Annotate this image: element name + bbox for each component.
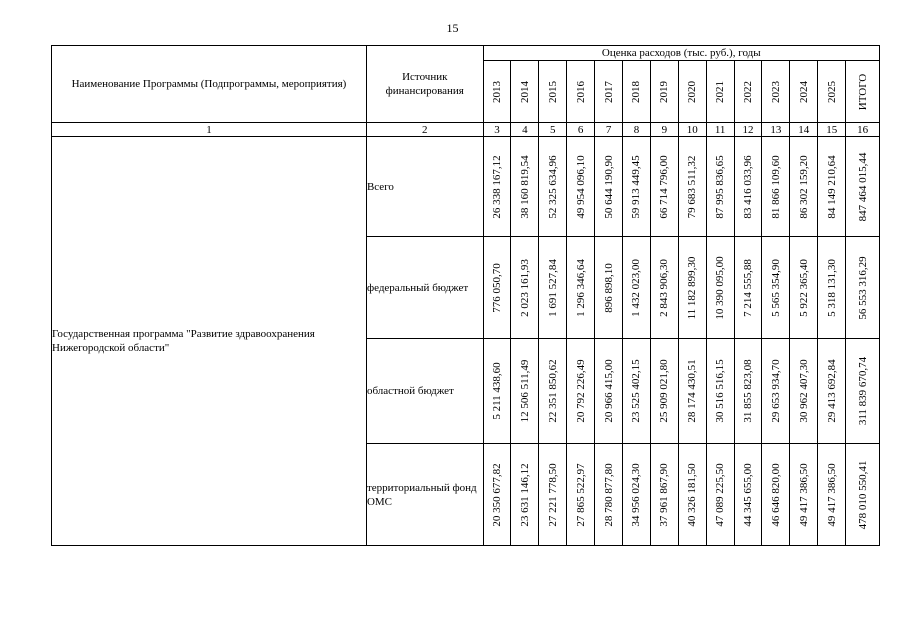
value-cell-text: 30 962 407,30 bbox=[797, 359, 810, 423]
value-cell-text: 87 995 836,65 bbox=[714, 154, 727, 219]
value-cell bbox=[539, 444, 567, 546]
value-cell bbox=[595, 444, 623, 546]
year-header-2014 bbox=[511, 61, 539, 123]
year-header-2022 bbox=[734, 61, 762, 123]
value-cell-text: 29 653 934,70 bbox=[769, 359, 782, 423]
year-header-2025-text: 2025 bbox=[825, 80, 838, 103]
table-row bbox=[52, 137, 880, 237]
value-cell-text: 83 416 033,96 bbox=[742, 154, 755, 219]
value-cell bbox=[595, 339, 623, 444]
value-cell bbox=[650, 237, 678, 339]
value-cell-text: 12 506 511,49 bbox=[518, 359, 531, 423]
column-number: 13 bbox=[762, 123, 790, 137]
total-cell-text: 311 839 670,74 bbox=[856, 356, 869, 426]
value-cell-text: 49 417 386,50 bbox=[825, 462, 838, 527]
year-header-2014-text: 2014 bbox=[518, 80, 531, 103]
value-cell-text: 5 211 438,60 bbox=[491, 362, 503, 420]
header-total bbox=[846, 61, 880, 123]
value-cell-text: 47 089 225,50 bbox=[714, 462, 727, 527]
value-cell bbox=[567, 137, 595, 237]
value-cell bbox=[706, 137, 734, 237]
year-header-2017-text: 2017 bbox=[602, 80, 615, 103]
value-cell-text: 27 865 522,97 bbox=[574, 462, 587, 527]
value-cell-text: 46 646 820,00 bbox=[769, 462, 782, 527]
year-header-2025 bbox=[818, 61, 846, 123]
year-header-2013-text: 2013 bbox=[491, 80, 503, 103]
column-number: 2 bbox=[366, 123, 483, 137]
year-header-2022-text: 2022 bbox=[742, 80, 755, 103]
value-cell bbox=[483, 339, 511, 444]
value-cell bbox=[678, 137, 706, 237]
value-cell bbox=[623, 237, 651, 339]
value-cell bbox=[567, 237, 595, 339]
column-number: 4 bbox=[511, 123, 539, 137]
value-cell-text: 44 345 655,00 bbox=[742, 462, 755, 527]
value-cell-text: 37 961 867,90 bbox=[658, 462, 671, 527]
value-cell bbox=[790, 137, 818, 237]
value-cell-text: 31 855 823,08 bbox=[742, 359, 755, 423]
budget-table bbox=[51, 45, 880, 546]
column-number: 8 bbox=[623, 123, 651, 137]
value-cell-text: 7 214 555,88 bbox=[742, 258, 755, 317]
column-number: 15 bbox=[818, 123, 846, 137]
value-cell-text: 49 417 386,50 bbox=[797, 462, 810, 527]
value-cell bbox=[762, 137, 790, 237]
value-cell bbox=[623, 444, 651, 546]
value-cell-text: 23 631 146,12 bbox=[518, 462, 531, 527]
value-cell-text: 28 780 877,80 bbox=[602, 462, 615, 527]
value-cell bbox=[762, 444, 790, 546]
value-cell-text: 896 898,10 bbox=[602, 262, 615, 313]
year-header-2021 bbox=[706, 61, 734, 123]
value-cell bbox=[483, 444, 511, 546]
year-header-2018-text: 2018 bbox=[630, 80, 643, 103]
value-cell-text: 81 866 109,60 bbox=[769, 154, 782, 219]
value-cell-text: 66 714 796,00 bbox=[658, 154, 671, 219]
value-cell bbox=[595, 137, 623, 237]
value-cell bbox=[734, 339, 762, 444]
column-number: 1 bbox=[52, 123, 367, 137]
value-cell bbox=[483, 237, 511, 339]
value-cell-text: 1 432 023,00 bbox=[630, 258, 643, 317]
column-number: 7 bbox=[595, 123, 623, 137]
year-header-2021-text: 2021 bbox=[714, 80, 727, 103]
column-number: 16 bbox=[846, 123, 880, 137]
value-cell bbox=[595, 237, 623, 339]
value-cell bbox=[511, 137, 539, 237]
value-cell-text: 86 302 159,20 bbox=[797, 154, 810, 219]
total-cell-text: 847 464 015,44 bbox=[856, 152, 869, 221]
year-header-2024 bbox=[790, 61, 818, 123]
funding-source: федеральный бюджет bbox=[366, 237, 483, 339]
total-cell-text: 56 553 316,29 bbox=[856, 255, 869, 320]
year-header-2016 bbox=[567, 61, 595, 123]
column-number: 10 bbox=[678, 123, 706, 137]
value-cell bbox=[818, 339, 846, 444]
year-header-2015 bbox=[539, 61, 567, 123]
year-header-2019 bbox=[650, 61, 678, 123]
column-number: 6 bbox=[567, 123, 595, 137]
value-cell bbox=[734, 137, 762, 237]
total-cell bbox=[846, 137, 880, 237]
year-header-2020 bbox=[678, 61, 706, 123]
funding-source: областной бюджет bbox=[366, 339, 483, 444]
value-cell bbox=[483, 137, 511, 237]
value-cell-text: 79 683 511,32 bbox=[686, 155, 699, 218]
total-cell bbox=[846, 339, 880, 444]
header-total-text: ИТОГО bbox=[856, 73, 869, 110]
header-name: Наименование Программы (Подпрограммы, мероприятия) bbox=[52, 46, 367, 123]
value-cell-text: 2 843 906,30 bbox=[658, 258, 671, 317]
value-cell bbox=[706, 237, 734, 339]
value-cell-text: 1 296 346,64 bbox=[574, 258, 587, 317]
value-cell bbox=[706, 339, 734, 444]
value-cell bbox=[818, 444, 846, 546]
value-cell bbox=[678, 339, 706, 444]
column-number: 11 bbox=[706, 123, 734, 137]
value-cell-text: 84 149 210,64 bbox=[825, 154, 838, 219]
header-source: Источник финансирования bbox=[366, 46, 483, 123]
column-number: 12 bbox=[734, 123, 762, 137]
value-cell-text: 59 913 449,45 bbox=[630, 154, 643, 219]
value-cell bbox=[734, 237, 762, 339]
total-cell-text: 478 010 550,41 bbox=[856, 460, 869, 529]
value-cell-text: 28 174 430,51 bbox=[686, 359, 699, 423]
value-cell bbox=[650, 137, 678, 237]
value-cell bbox=[623, 137, 651, 237]
value-cell bbox=[511, 339, 539, 444]
value-cell-text: 5 922 365,40 bbox=[797, 258, 810, 317]
value-cell bbox=[539, 137, 567, 237]
value-cell bbox=[706, 444, 734, 546]
year-header-2018 bbox=[623, 61, 651, 123]
column-number: 14 bbox=[790, 123, 818, 137]
total-cell bbox=[846, 237, 880, 339]
value-cell bbox=[567, 444, 595, 546]
value-cell-text: 27 221 778,50 bbox=[546, 462, 559, 527]
value-cell-text: 2 023 161,93 bbox=[518, 258, 531, 317]
value-cell-text: 40 326 181,50 bbox=[686, 462, 699, 527]
value-cell-text: 5 565 354,90 bbox=[769, 258, 782, 317]
funding-source: Всего bbox=[366, 137, 483, 237]
year-header-2023 bbox=[762, 61, 790, 123]
value-cell bbox=[539, 237, 567, 339]
funding-source: территориальный фонд ОМС bbox=[366, 444, 483, 546]
value-cell bbox=[539, 339, 567, 444]
value-cell-text: 20 966 415,00 bbox=[602, 359, 615, 423]
value-cell-text: 23 525 402,15 bbox=[630, 359, 643, 423]
total-cell bbox=[846, 444, 880, 546]
value-cell-text: 34 956 024,30 bbox=[630, 462, 643, 527]
year-header-2020-text: 2020 bbox=[686, 80, 699, 103]
value-cell bbox=[762, 339, 790, 444]
value-cell bbox=[678, 444, 706, 546]
page-number: 15 bbox=[446, 21, 459, 35]
value-cell bbox=[567, 339, 595, 444]
program-name: Государственная программа "Развитие здравоохранения Нижегородской области" bbox=[52, 137, 367, 546]
year-header-2024-text: 2024 bbox=[797, 80, 810, 103]
year-header-2013 bbox=[483, 61, 511, 123]
value-cell-text: 10 390 095,00 bbox=[714, 255, 727, 320]
value-cell-text: 20 792 226,49 bbox=[574, 359, 587, 423]
value-cell-text: 38 160 819,54 bbox=[518, 154, 531, 219]
value-cell bbox=[790, 444, 818, 546]
column-number: 5 bbox=[539, 123, 567, 137]
value-cell-text: 22 351 850,62 bbox=[546, 359, 559, 423]
value-cell bbox=[511, 444, 539, 546]
year-header-2015-text: 2015 bbox=[546, 80, 559, 103]
value-cell bbox=[790, 339, 818, 444]
value-cell-text: 50 644 190,90 bbox=[602, 154, 615, 219]
column-number: 3 bbox=[483, 123, 511, 137]
value-cell-text: 776 050,70 bbox=[491, 262, 503, 313]
value-cell-text: 5 318 131,30 bbox=[825, 258, 838, 317]
value-cell-text: 25 909 021,80 bbox=[658, 359, 671, 423]
value-cell bbox=[818, 137, 846, 237]
year-header-2016-text: 2016 bbox=[574, 80, 587, 103]
value-cell bbox=[650, 444, 678, 546]
year-header-2019-text: 2019 bbox=[658, 80, 671, 103]
value-cell-text: 29 413 692,84 bbox=[825, 359, 838, 423]
value-cell-text: 11 182 899,30 bbox=[686, 256, 699, 319]
value-cell bbox=[623, 339, 651, 444]
header-estimate: Оценка расходов (тыс. руб.), годы bbox=[483, 46, 879, 61]
column-number: 9 bbox=[650, 123, 678, 137]
year-header-2023-text: 2023 bbox=[769, 80, 782, 103]
value-cell-text: 49 954 096,10 bbox=[574, 154, 587, 219]
value-cell-text: 52 325 634,96 bbox=[546, 154, 559, 219]
value-cell bbox=[734, 444, 762, 546]
value-cell-text: 30 516 516,15 bbox=[714, 359, 727, 423]
year-header-2017 bbox=[595, 61, 623, 123]
value-cell bbox=[762, 237, 790, 339]
value-cell-text: 26 338 167,12 bbox=[491, 154, 503, 219]
value-cell-text: 20 350 677,82 bbox=[491, 462, 503, 527]
value-cell bbox=[818, 237, 846, 339]
value-cell bbox=[511, 237, 539, 339]
value-cell bbox=[650, 339, 678, 444]
value-cell-text: 1 691 527,84 bbox=[546, 258, 559, 317]
value-cell bbox=[678, 237, 706, 339]
value-cell bbox=[790, 237, 818, 339]
